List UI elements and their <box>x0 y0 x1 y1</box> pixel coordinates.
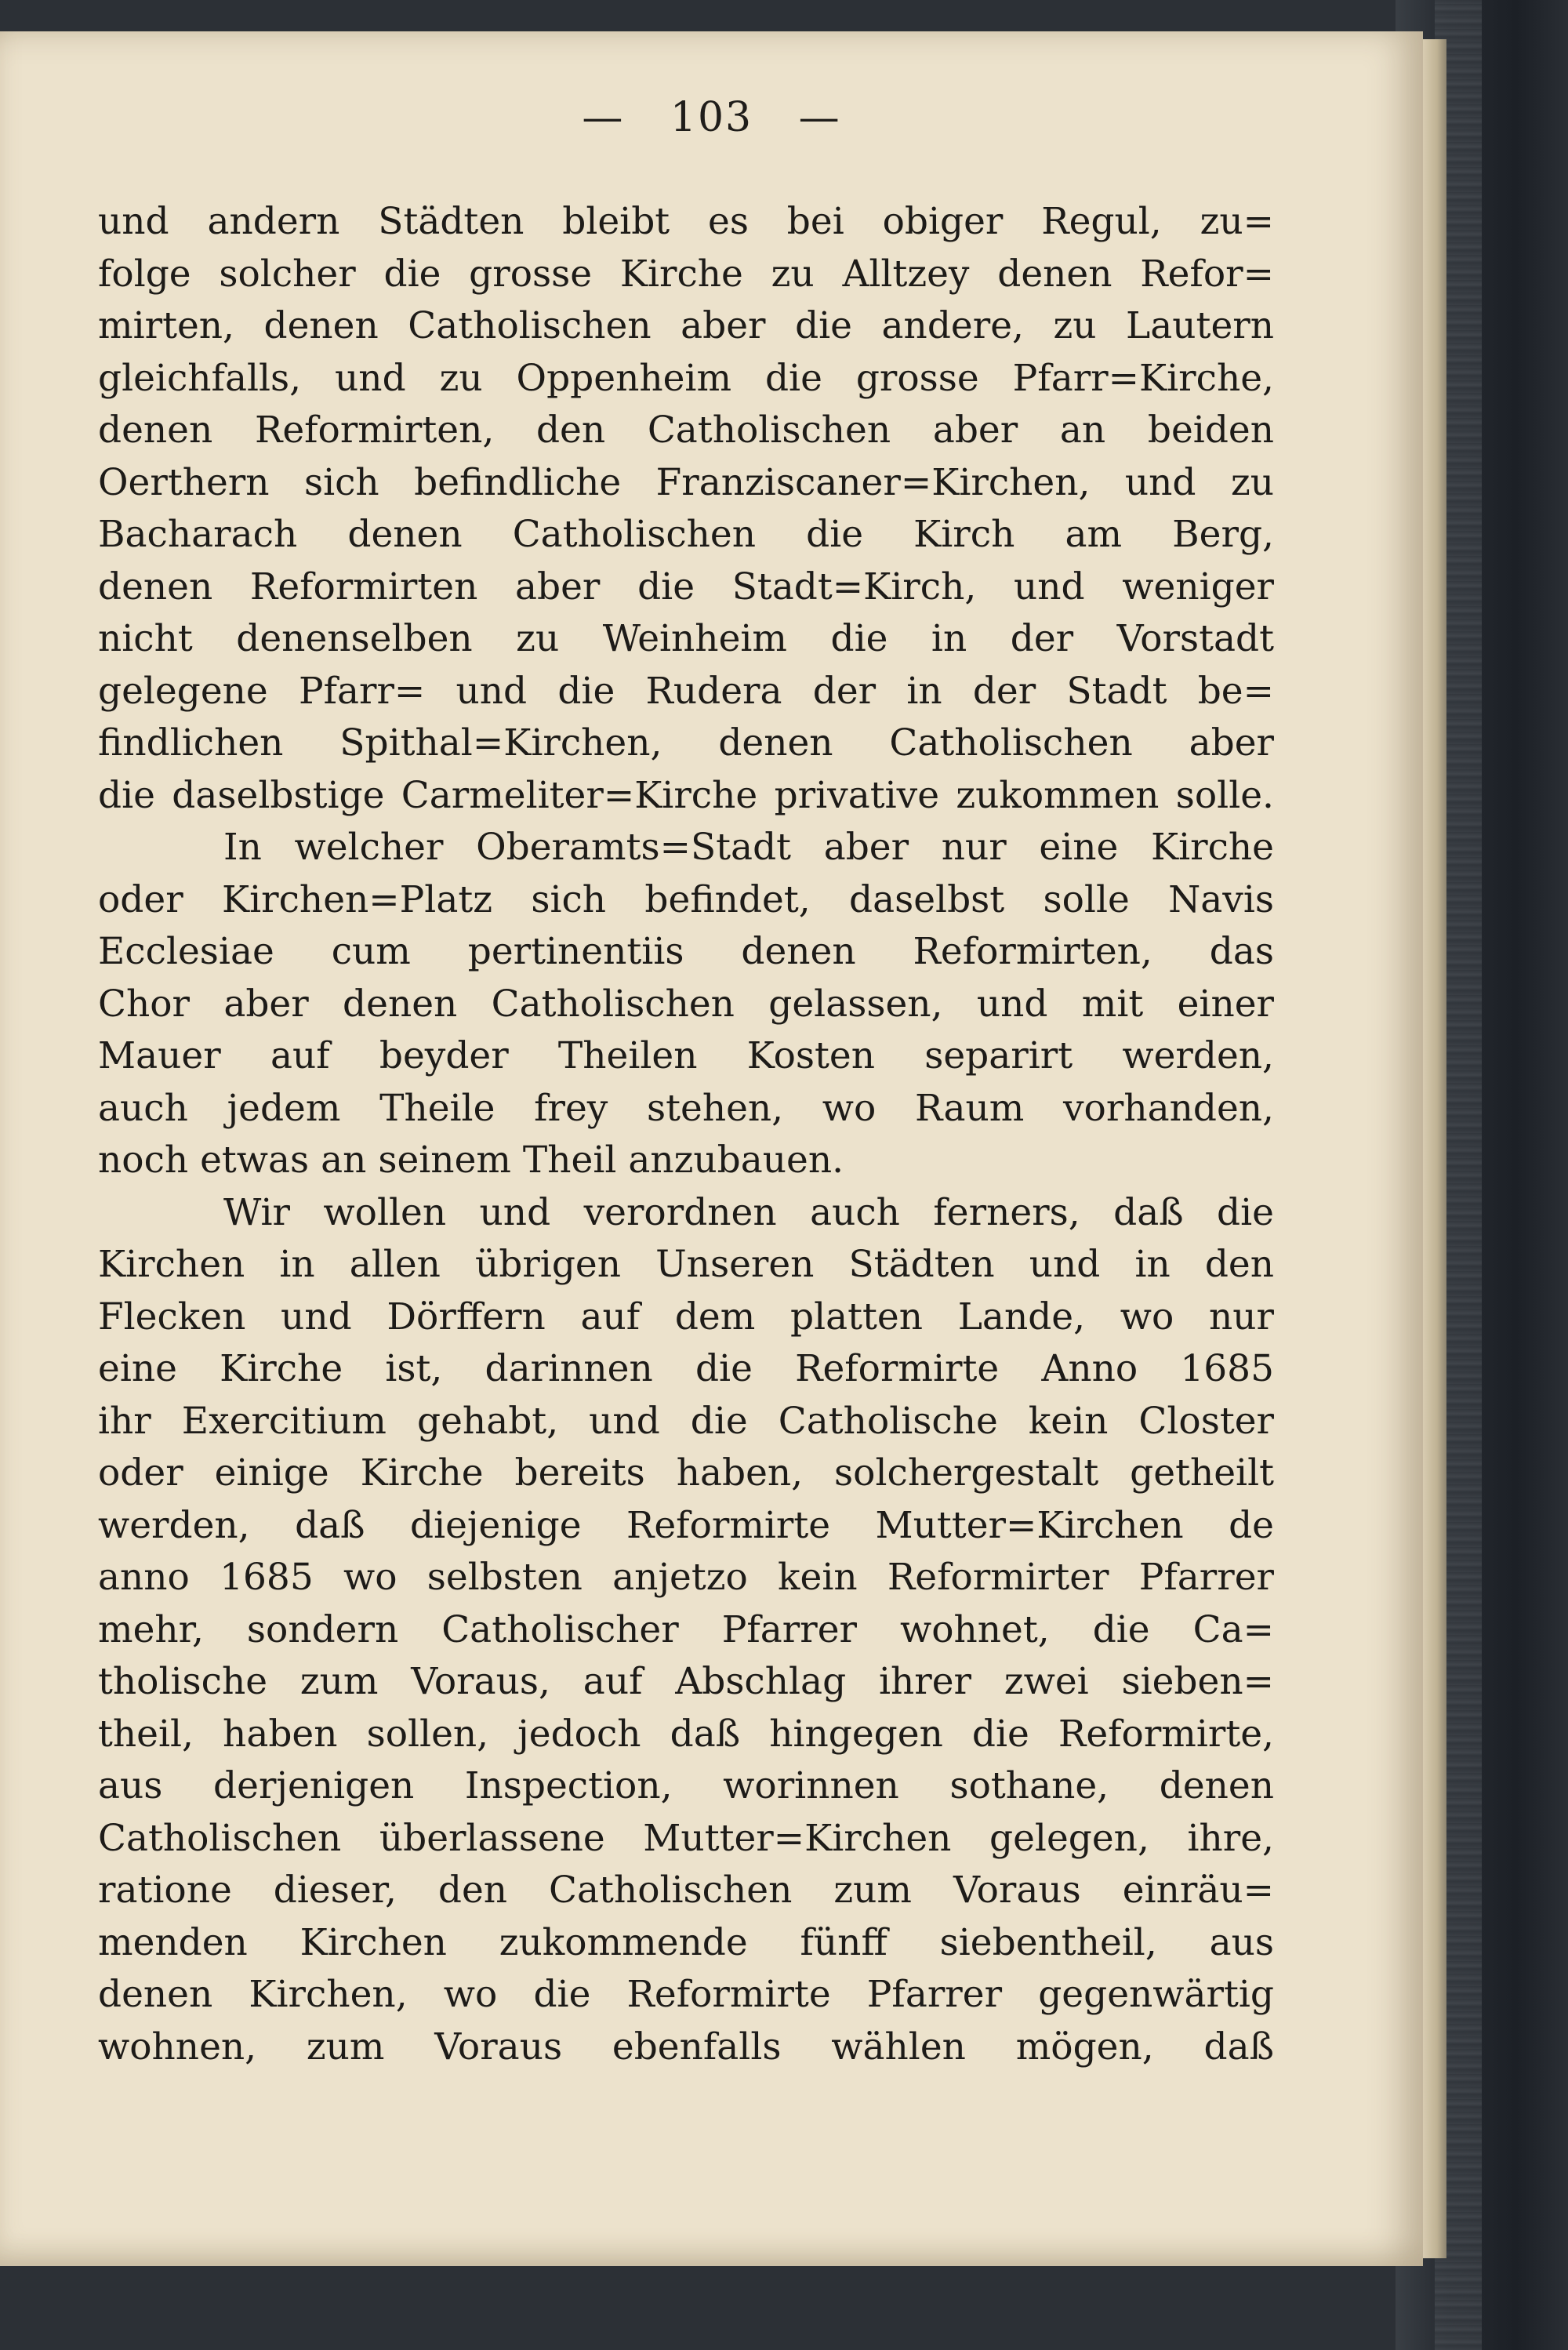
paragraph-start-line: Wir wollen und verordnen auch ferners, daß die <box>223 1190 1274 1234</box>
text-line: folge solcher die grosse Kirche zu Alltzey denen Refor= <box>98 252 1274 296</box>
text-line: findlichen Spithal=Kirchen, denen Catholischen aber <box>98 721 1274 765</box>
text-line: Bacharach denen Catholischen die Kirch am Berg, <box>98 513 1274 556</box>
text-line: denen Reformirten aber die Stadt=Kirch, und weniger <box>98 565 1274 608</box>
text-line: Flecken und Dörffern auf dem platten Lande, wo nur <box>98 1295 1274 1338</box>
text-line: tholische zum Voraus, auf Abschlag ihrer zwei sieben= <box>98 1660 1274 1703</box>
text-line: ratione dieser, den Catholischen zum Voraus einräu= <box>98 1869 1274 1912</box>
text-line: Chor aber denen Catholischen gelassen, und mit einer <box>98 982 1274 1026</box>
text-line: Kirchen in allen übrigen Unseren Städten und in den <box>98 1243 1274 1286</box>
page-number: 103 <box>670 94 753 141</box>
text-line: denen Kirchen, wo die Reformirte Pfarrer gegenwärtig <box>98 1973 1274 2016</box>
text-line: mehr, sondern Catholischer Pfarrer wohnet, die Ca= <box>98 1607 1274 1651</box>
text-line: nicht denenselben zu Weinheim die in der Vorstadt <box>98 617 1274 660</box>
text-line: wohnen, zum Voraus ebenfalls wählen mögen, daß <box>98 2025 1274 2069</box>
text-line: eine Kirche ist, darinnen die Reformirte Anno 1685 <box>98 1347 1274 1390</box>
text-line: die daselbstige Carmeliter=Kirche privative zukommen solle. <box>98 773 1274 817</box>
text-line: und andern Städten bleibt es bei obiger Regul, zu= <box>98 200 1274 243</box>
text-line: Mauer auf beyder Theilen Kosten separirt werden, <box>98 1034 1274 1077</box>
body-text <box>98 196 1274 2073</box>
page-header <box>0 94 1423 141</box>
text-line: oder Kirchen=Platz sich befindet, daselbst solle Navis <box>98 877 1274 921</box>
text-line: ihr Exercitium gehabt, und die Catholische kein Closter <box>98 1399 1274 1443</box>
paragraph-end-line: noch etwas an seinem Theil anzubauen. <box>98 1139 844 1182</box>
page-edge <box>1423 39 1446 2258</box>
text-line: auch jedem Theile frey stehen, wo Raum vorhanden, <box>98 1086 1274 1130</box>
text-line: aus derjenigen Inspection, worinnen sothane, denen <box>98 1764 1274 1807</box>
paragraph-start-line: In welcher Oberamts=Stadt aber nur eine Kirche <box>223 826 1274 869</box>
text-line: mirten, denen Catholischen aber die andere, zu Lautern <box>98 304 1274 347</box>
text-line: menden Kirchen zukommende fünff siebentheil, aus <box>98 1920 1274 1964</box>
text-line: oder einige Kirche bereits haben, solchergestalt getheilt <box>98 1451 1274 1495</box>
text-line: werden, daß diejenige Reformirte Mutter=Kirchen de <box>98 1503 1274 1547</box>
text-line: Catholischen überlassene Mutter=Kirchen gelegen, ihre, <box>98 1816 1274 1860</box>
text-line: Oerthern sich befindliche Franziscaner=Kirchen, und zu <box>98 460 1274 504</box>
text-line: denen Reformirten, den Catholischen aber an beiden <box>98 409 1274 452</box>
text-line: gleichfalls, und zu Oppenheim die grosse Pfarr=Kirche, <box>98 356 1274 400</box>
text-line: anno 1685 wo selbsten anjetzo kein Reformirter Pfarrer <box>98 1556 1274 1599</box>
text-line: theil, haben sollen, jedoch daß hingegen die Reformirte, <box>98 1712 1274 1756</box>
text-line: gelegene Pfarr= und die Rudera der in der Stadt be= <box>98 669 1274 713</box>
text-line: Ecclesiae cum pertinentiis denen Reformirten, das <box>98 930 1274 973</box>
header-dash-right: — <box>798 94 841 141</box>
header-dash-left: — <box>582 94 625 141</box>
